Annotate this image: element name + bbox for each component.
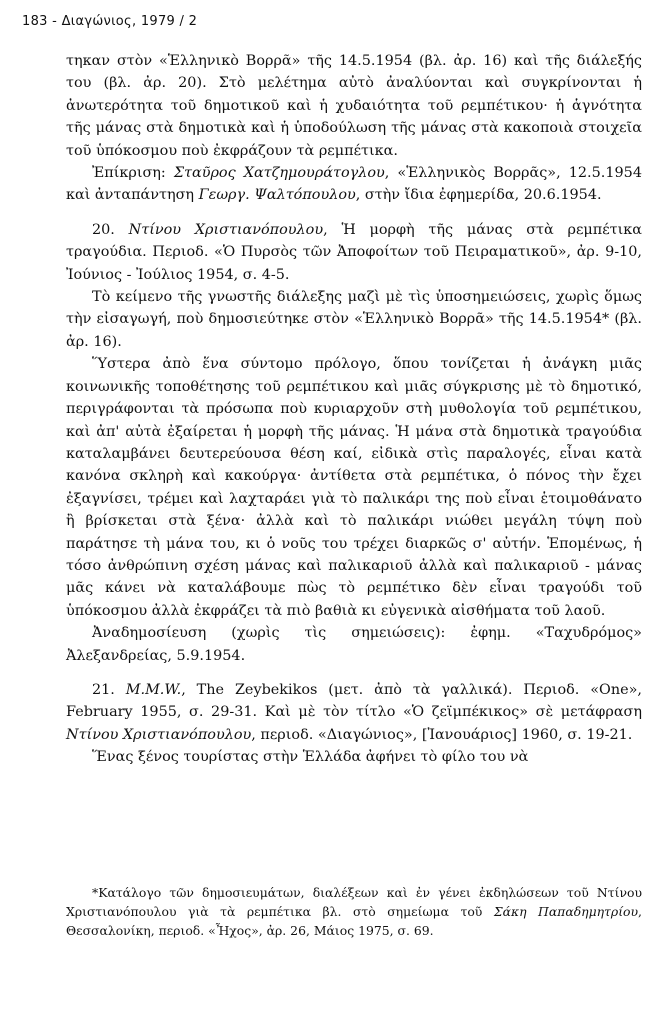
running-head: 183 - Διαγώνιος, 1979 / 2: [22, 14, 198, 29]
entry-19-critique: [66, 162, 642, 207]
critique-author-2: Γεωργ. Ψαλτόπουλου: [198, 187, 356, 204]
critique-author: Σταῦρος Χατζημουράτογλου: [173, 165, 385, 182]
entry-20-number: 20.: [92, 221, 129, 238]
entry-21-title-end: , περιοδ. «Διαγώνιος», [Ἰανουάριος] 1960, σ. 19-21.: [251, 726, 633, 743]
critique-end: , στὴν ἴδια ἐφημερίδα, 20.6.1954.: [355, 187, 602, 204]
main-text: [66, 50, 642, 769]
entry-21-author: M.M.W.: [125, 681, 182, 698]
entry-20-heading: [66, 219, 642, 286]
critique-mid: , «Ἑλληνικὸς Βορρᾶς», 12.5.1954 καὶ ἀνταπάντηση: [66, 165, 642, 204]
entry-20-author: Ντίνου Χριστιανόπουλου: [128, 221, 324, 238]
critique-label: Ἐπίκριση:: [92, 165, 174, 182]
footnote-end: , Θεσσαλονίκη, περιοδ. «Ἦχος», ἀρ. 26, Μάιος 1975, σ. 69.: [66, 904, 642, 938]
footnote-author: Σάκη Παπαδημητρίου: [493, 904, 639, 919]
footnote-start: *Κατάλογο τῶν δημοσιευμάτων, διαλέξεων καὶ ἐν γένει ἐκδηλώσεων τοῦ Ντίνου Χριστιανόπουλου γιὰ τὰ ρεμπέτικα βλ. στὸ σημείωμα τοῦ: [66, 885, 642, 919]
entry-21-heading: [66, 679, 642, 746]
entry-21-translator: Ντίνου Χριστιανόπουλου: [66, 726, 252, 743]
entry-20-para-1: Τὸ κείμενο τῆς γνωστῆς διάλεξης μαζὶ μὲ τὶς ὑποσημειώσεις, χωρὶς ὅμως τὴν εἰσαγωγή, ποὺ δημοσιεύτηκε στὸν «Ἑλληνικὸ Βορρᾶ» τῆς 14.5.1954* (βλ. ἀρ. 16).: [66, 289, 642, 350]
entry-21-number: 21.: [92, 681, 126, 698]
footnote: [66, 883, 642, 940]
entry-21-para-1: Ἕνας ξένος τουρίστας στὴν Ἑλλάδα ἀφήνει τὸ φίλο του νὰ: [92, 749, 529, 766]
footnote-text: [66, 883, 642, 940]
entry-20-para-3: Ἀναδημοσίευση (χωρὶς τὶς σημειώσεις): ἐφημ. «Ταχυδρόμος» Ἀλεξανδρείας, 5.9.1954.: [66, 625, 642, 664]
entry-20-para-2: Ὕστερα ἀπὸ ἕνα σύντομο πρόλογο, ὅπου τονίζεται ἡ ἀνάγκη μιᾶς κοινωνικῆς τοποθέτησης τοῦ ρεμπέτικου καὶ μιᾶς σύγκρισης μὲ τὸ δημοτικό, περιγράφονται τὰ πρόσωπα ποὺ κυριαρχοῦν στὴ μυθολογία τοῦ ρεμπέτικου, καὶ ἀπ' αὐτὰ ἐξαίρεται ἡ μορφὴ τῆς μάνας. Ἡ μάνα στὰ δημοτικὰ τραγούδια καταλαμβάνει δευτερεύουσα θέση καί, εἰδικὰ στὶς παραλογές, εἶναι κατὰ κανόνα σκληρὴ καὶ κακούργα· ἀντίθετα στὰ ρεμπέτικα, ὁ πόνος τὴν ἔχει ἐξαγνίσει, τρέμει καὶ λαχταράει γιὰ τὸ παλικάρι της ποὺ εἶναι ἑτοιμοθάνατο ἢ βρίσκεται στὰ ξένα· ἀλλὰ καὶ τὸ παλικάρι νιώθει μεγάλη τύψη ποὺ παράτησε τὴ μάνα του, κι ὁ νοῦς του τρέχει διαρκῶς σ' αὐτήν. Ἑπομένως, ἡ τόσο ἀνθρώπινη σχέση μάνας καὶ παλικαριοῦ ἀλλὰ καὶ παλικαριοῦ - μάνας μᾶς κάνει νὰ καταλάβουμε πὼς τὸ ρεμπέτικο δὲν εἶναι τραγούδι τοῦ ὑπόκοσμου ἀλλὰ ἐκφράζει τὰ πιὸ βαθιὰ κι εὐγενικὰ αἰσθήματα τοῦ λαοῦ.: [66, 356, 642, 619]
entry-19-continuation: τηκαν στὸν «Ἑλληνικὸ Βορρᾶ» τῆς 14.5.1954 (βλ. ἀρ. 16) καὶ τῆς διάλεξής του (βλ. ἀρ. 20). Στὸ μελέτημα αὐτὸ ἀναλύονται καὶ συγκρίνονται ἡ ἀνωτερότητα τοῦ δημοτικοῦ καὶ ἡ χυδαιότητα τοῦ ρεμπέτικου· ἡ ἁγνότητα τῆς μάνας στὰ δημοτικὰ καὶ ἡ ὑποδούλωση τῆς μάνας στὰ κακοποιὰ στοιχεῖα τοῦ ὑπόκοσμου ποὺ ἐκφράζουν τὰ ρεμπέτικα.: [66, 53, 642, 159]
entry-21-title: , The Zeybekikos (μετ. ἀπὸ τὰ γαλλικά). Περιοδ. «One», February 1955, σ. 29-31. Καὶ μὲ τὸν τίτλο «Ὁ ζεϊμπέκικος» σὲ μετάφραση: [66, 681, 642, 721]
entry-20-title: , Ἡ μορφὴ τῆς μάνας στὰ ρεμπέτικα τραγούδια. Περιοδ. «Ὁ Πυρσὸς τῶν Ἀποφοίτων τοῦ Πειραματικοῦ», ἀρ. 9-10, Ἰούνιος - Ἰούλιος 1954, σ. 4-5.: [66, 221, 642, 283]
